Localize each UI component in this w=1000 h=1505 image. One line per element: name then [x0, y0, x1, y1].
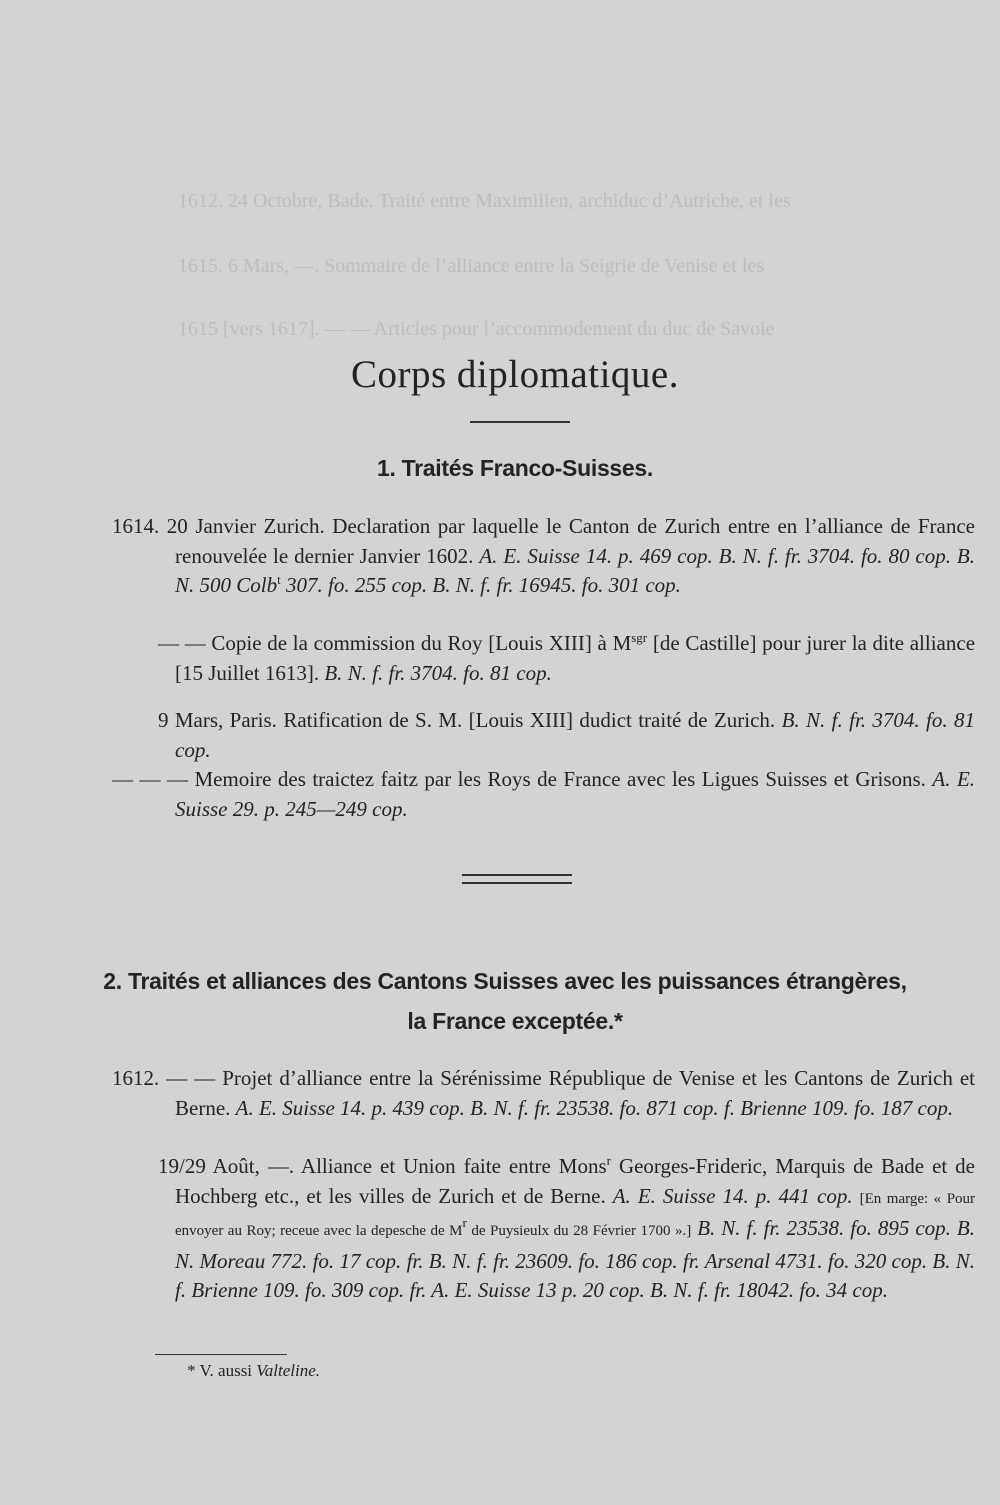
entry-text: Copie de la commission du Roy [Louis XIII] à M — [211, 631, 632, 655]
entry-text: 20 Janvier Zurich. Declaration par laquelle le Canton de Zurich entre en l’alliance de France renouvelée le dernier Janvier 1602. — [166, 514, 975, 568]
entry-reference: A. E. Suisse 14. p. 469 cop. B. N. f. fr. 3704. fo. 80 cop. B. N. 500 Colb — [175, 543, 976, 597]
footnote-ref: Valteline. — [256, 1361, 321, 1380]
entry-memoire — [112, 765, 975, 824]
bleed-through-text: 1615 [vers 1617]. — — Articles pour l’accommodement du duc de Savoie — [178, 318, 775, 340]
entry-1614 — [112, 512, 975, 601]
page-title: Corps diplomatique. — [351, 353, 679, 396]
entry-date: 19/29 Août, —. — [158, 1154, 295, 1178]
entry-text: Projet d’alliance entre la Sérénissime République de Venise et les Cantons de Zurich et Berne. — [175, 1066, 976, 1120]
entry-text: Georges-Frideric, Marquis de Bade et de Hochberg etc., et les villes de Zurich et de Berne. — [175, 1154, 976, 1208]
entry-reference: 307. fo. 255 cop. B. N. f. fr. 16945. fo. 301 cop. — [280, 573, 681, 597]
superscript: r — [606, 1153, 611, 1168]
divider — [470, 421, 570, 423]
margin-note: de Puysieulx du 28 Février 1700 ».] — [466, 1223, 692, 1239]
section-divider — [462, 874, 572, 884]
bleed-through-text: 1615. 6 Mars, —. Sommaire de l’alliance entre la Seigrie de Venise et les — [178, 255, 765, 277]
entry-reference: A. E. Suisse 14. p. 441 cop. — [612, 1183, 853, 1208]
entry-text: Memoire des traictez faitz par les Roys de France avec les Ligues Suisses et Grisons. — [194, 767, 926, 791]
entry-text: [de Castille] pour jurer la dite alliance [15 Juillet 1613]. — [175, 631, 976, 685]
footnote-text: * V. aussi — [187, 1361, 257, 1380]
entry-text: Alliance et Union faite entre Mons — [300, 1154, 607, 1178]
bleed-through-text: 1612. 24 Octobre, Bade. Traité entre Maximilien, archiduc d’Autriche, et les — [178, 190, 791, 212]
entry-date: — — — [158, 631, 206, 655]
entry-reference: B. N. f. fr. 3704. fo. 81 cop. — [175, 708, 976, 762]
entry-reference: B. N. f. fr. 3704. fo. 81 cop. — [324, 660, 552, 685]
superscript: t — [277, 572, 281, 587]
entry-date: 9 Mars, Paris. — [158, 708, 277, 732]
entry-1612 — [112, 1064, 975, 1123]
entry-commission — [112, 629, 975, 688]
entry-alliance-bade — [112, 1152, 975, 1306]
footnote — [187, 1361, 320, 1381]
section-2-heading-line2: la France exceptée.* — [407, 1008, 623, 1034]
margin-note: [En marge: « Pour envoyer au Roy; receue avec la depesche de M — [175, 1190, 976, 1239]
footnote-rule — [155, 1354, 287, 1355]
entry-reference: A. E. Suisse 14. p. 439 cop. B. N. f. fr. 23538. fo. 871 cop. f. Brienne 109. fo. 187 cop. — [235, 1095, 954, 1120]
superscript: sgr — [631, 630, 648, 645]
entry-ratification — [112, 706, 975, 765]
superscript: r — [462, 1215, 467, 1230]
entry-text: Ratification de S. M. [Louis XIII] dudict traité de Zurich. — [283, 708, 776, 732]
entry-reference: B. N. f. fr. 23538. fo. 895 cop. B. N. Moreau 772. fo. 17 cop. fr. B. N. f. fr. 23609. fo. 186 cop. fr. Arsenal 4731. fo. 320 cop. B. N. f. Brienne 109. fo. 309 cop. fr. A. E. Suisse 13 p. 20 cop. B. N. f. fr. 18042. fo. 34 cop. — [175, 1216, 975, 1302]
entry-date: 1614. — [112, 514, 160, 538]
entry-date: — — — — [112, 767, 188, 791]
section-1-heading: 1. Traités Franco-Suisses. — [377, 455, 653, 481]
entry-date: 1612. — — — [112, 1066, 216, 1090]
section-2-heading: 2. Traités et alliances des Cantons Suisses avec les puissances étrangères, — [103, 968, 907, 994]
entry-reference: A. E. Suisse 29. p. 245—249 cop. — [175, 767, 976, 821]
